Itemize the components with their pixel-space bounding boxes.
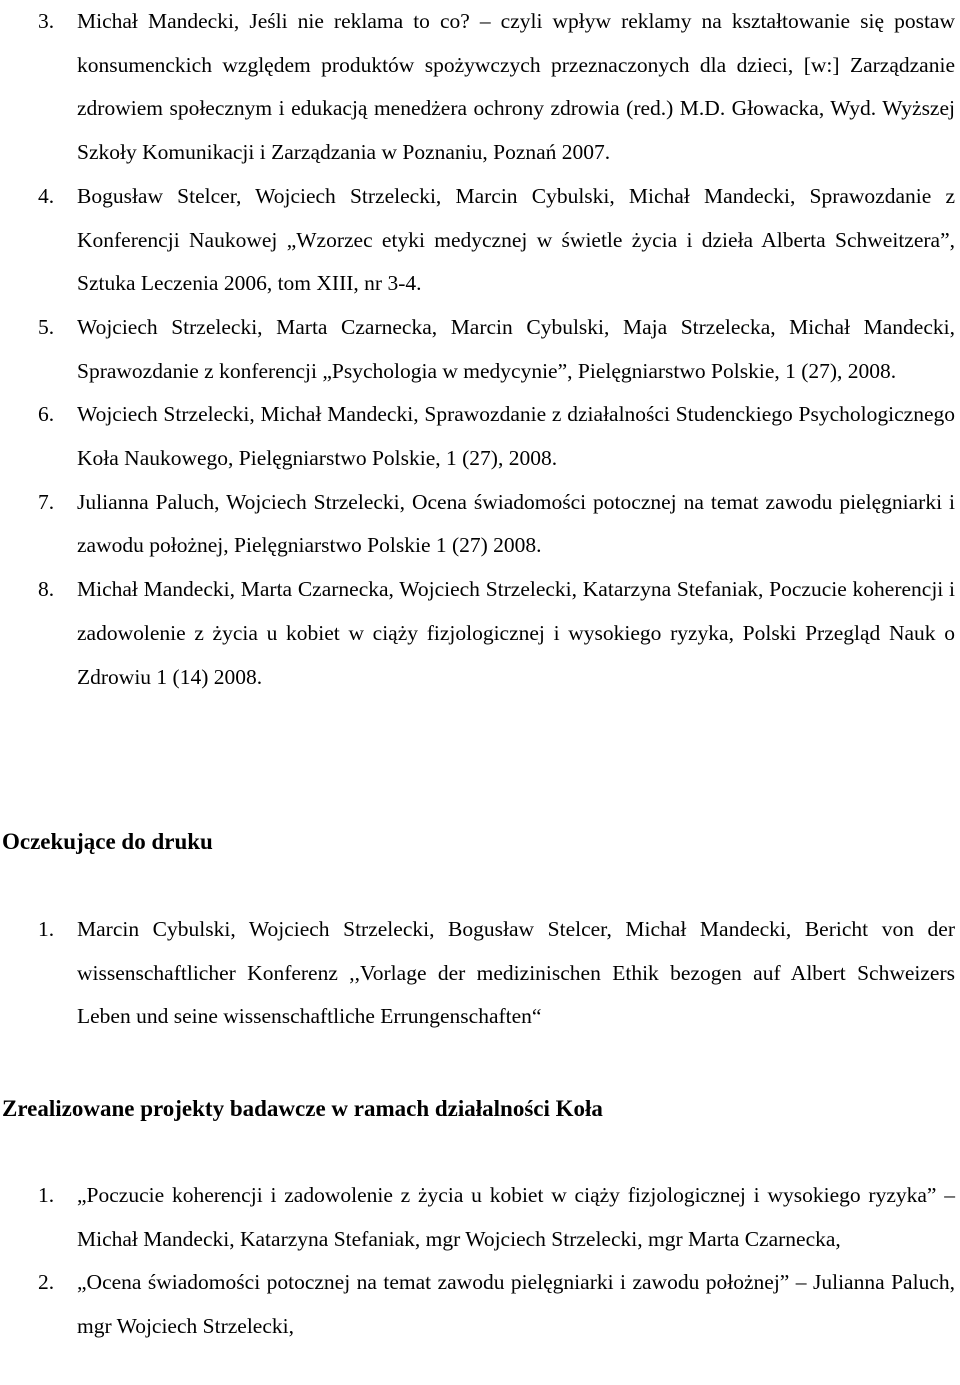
section-heading-projects: Zrealizowane projekty badawcze w ramach działalności Koła — [2, 1096, 603, 1121]
item-text: Marcin Cybulski, Wojciech Strzelecki, Bogusław Stelcer, Michał Mandecki, Bericht von der wissenschaftlicher Konferenz ,,Vorlage der medizinischen Ethik bezogen auf Albert Schweizers Leben und seine wissenschaftliche Errungenschaften“ — [77, 917, 955, 1029]
item-number: 5. — [38, 314, 55, 339]
item-text: Wojciech Strzelecki, Michał Mandecki, Sprawozdanie z działalności Studenckiego Psychologicznego Koła Naukowego, Pielęgniarstwo Polskie, 1 (27), 2008. — [77, 402, 955, 471]
publication-item-7 — [0, 481, 960, 568]
item-text: Michał Mandecki, Jeśli nie reklama to co? – czyli wpływ reklamy na kształtowanie się postaw konsumenckich względem produktów spożywczych przeznaczonych dla dzieci, [w:] Zarządzanie zdrowiem społecznym i edukacją menedżera ochrony zdrowia (red.) M.D. Głowacka, Wyd. Wyższej Szkoły Komunikacji i Zarządzania w Poznaniu, Poznań 2007. — [77, 9, 955, 165]
item-text: „Poczucie koherencji i zadowolenie z życia u kobiet w ciąży fizjologicznej i wysokiego ryzyka” – Michał Mandecki, Katarzyna Stefaniak, mgr Wojciech Strzelecki, mgr Marta Czarnecka, — [77, 1183, 955, 1251]
item-text: Bogusław Stelcer, Wojciech Strzelecki, Marcin Cybulski, Michał Mandecki, Sprawozdanie z Konferencji Naukowej „Wzorzec etyki medycznej w świetle życia i dzieła Alberta Schweitzera”, Sztuka Leczenia 2006, tom XIII, nr 3-4. — [77, 183, 955, 296]
pending-item-1 — [0, 908, 960, 1039]
project-item-2 — [0, 1261, 960, 1348]
pending-publication-list — [0, 908, 960, 1039]
item-number: 6. — [38, 402, 55, 427]
item-text: Wojciech Strzelecki, Marta Czarnecka, Marcin Cybulski, Maja Strzelecka, Michał Mandecki, Sprawozdanie z konferencji „Psychologia w medycynie”, Pielęgniarstwo Polskie, 1 (27), 2008. — [77, 314, 955, 383]
publication-item-3 — [0, 0, 960, 175]
project-list — [0, 1174, 960, 1349]
item-text: Michał Mandecki, Marta Czarnecka, Wojciech Strzelecki, Katarzyna Stefaniak, Poczucie koherencji i zadowolenie z życia u kobiet w ciąży fizjologicznej i wysokiego ryzyka, Polski Przegląd Nauk o Zdrowiu 1 (14) 2008. — [77, 577, 955, 689]
section-heading-pending: Oczekujące do druku — [2, 829, 213, 854]
project-item-1 — [0, 1174, 960, 1261]
item-number: 1. — [38, 917, 55, 941]
item-text: „Ocena świadomości potocznej na temat zawodu pielęgniarki i zawodu położnej” – Julianna Paluch, mgr Wojciech Strzelecki, — [77, 1270, 955, 1339]
item-number: 3. — [38, 9, 55, 33]
item-number: 1. — [38, 1183, 55, 1207]
publication-item-4 — [0, 175, 960, 306]
item-number: 4. — [38, 183, 55, 208]
publication-item-8 — [0, 568, 960, 699]
item-number: 7. — [38, 489, 55, 514]
item-number: 8. — [38, 577, 55, 602]
item-number: 2. — [38, 1270, 55, 1295]
publication-item-6 — [0, 393, 960, 480]
publication-item-5 — [0, 306, 960, 393]
item-text: Julianna Paluch, Wojciech Strzelecki, Ocena świadomości potocznej na temat zawodu pielęgniarki i zawodu położnej, Pielęgniarstwo Polskie 1 (27) 2008. — [77, 489, 955, 558]
